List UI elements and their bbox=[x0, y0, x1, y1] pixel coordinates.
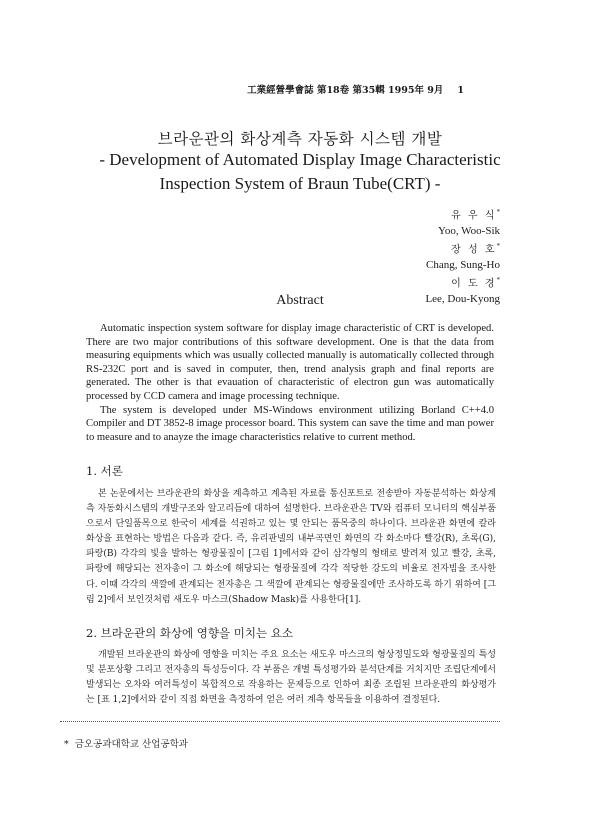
page-number: 1 bbox=[457, 85, 464, 96]
author-english-name: Lee, Dou-Kyong bbox=[425, 292, 500, 305]
footnote-divider bbox=[60, 721, 500, 722]
abstract-paragraph: The system is developed under MS-Windows environment utilizing Borland C++4.0 Compiler and DT 3852-8 image processor board. This system can save the time and man power to measure and to anayze the image characteristics relative to current method. bbox=[86, 404, 494, 443]
author-korean-name: 유 우 식* bbox=[451, 208, 500, 222]
running-header bbox=[0, 82, 464, 96]
title-english-line2: Inspection System of Braun Tube(CRT) - bbox=[159, 174, 441, 193]
body-paragraph: 본 논문에서는 브라운관의 화상을 계측하고 계측된 자료를 통신포트로 전송받아 자동분석하는 화상계측 자동화시스템의 개발구조와 알고리듬에 대하여 설명한다. 브라운관은 TV와 컴퓨터 모니터의 핵심부품으로서 단일품목으로 한국이 세계를 석권하고 있는 몇 안되는 품목중의 하나이다. 브라운관 화면에 칼라 화상을 표현하는 방법은 다음과 같다. 즉, 유리판넬의 내부곡면인 화면의 각 화소마다 빨강(R), 초록(G), 파랑(B) 각각의 빛을 발하는 형광물질이 [그림 1]에서와 같이 삼각형의 형태로 발려져 있고 빨강, 초록, 파랑에 해당되는 전자총이 그 화소에 해당되는 형광물질에 각각 적당한 강도의 비율로 전자빔을 조사한다. 이때 각각의 색깔에 관계되는 전자총은 그 색깔에 관계되는 형광물질에만 조사하도록 하기 위하여 [그림 2]에서 보인것처럼 새도우 마스크(Shadow Mask)를 사용한다[1]. bbox=[86, 489, 496, 605]
section-heading: 1. 서론 bbox=[86, 464, 123, 478]
footnote-text: 금오공과대학교 산업공학과 bbox=[74, 739, 188, 750]
footnote bbox=[64, 736, 188, 750]
footnote-mark: * bbox=[64, 739, 69, 750]
abstract-paragraph: Automatic inspection system software for display image characteristic of CRT is developed. There are two major contributions of this software development. One is that the data from measuring equipments which was usually collected manually is automatically collected through RS-232C port and is saved in computer, then, trend analysis graph and final reports are generated. The other is that evauation of characteristic of electron gun was automatically processed by CCD camera and image processing technique. bbox=[86, 323, 494, 402]
title-korean: 브라운관의 화상계측 자동화 시스템 개발 bbox=[157, 130, 443, 148]
section-heading: 2. 브라운관의 화상에 영향을 미치는 요소 bbox=[86, 626, 293, 640]
author-block bbox=[425, 205, 500, 307]
section-body bbox=[86, 648, 496, 708]
section-body bbox=[86, 487, 496, 608]
author-korean-name: 장 성 호* bbox=[451, 242, 500, 256]
abstract-body bbox=[86, 322, 494, 444]
author-korean-name: 이 도 경* bbox=[451, 276, 500, 290]
title-english-line1: - Development of Automated Display Image Characteristic bbox=[99, 150, 501, 169]
abstract-heading: Abstract bbox=[276, 293, 324, 308]
author-english-name: Yoo, Woo-Sik bbox=[438, 224, 500, 237]
body-paragraph: 개발된 브라운관의 화상에 영향을 미치는 주요 요소는 새도우 마스크의 형상정밀도와 형광물질의 특성 및 분포상황 그리고 전자총의 특성등이다. 각 부품은 개별 특성평가와 분석단계를 거치지만 조립단계에서 발생되는 오차와 여러특성이 복합적으로 작용하는 문제등으로 인하여 최종 조립된 브라운관의 화상평가는 [표 1,2]에서와 같이 직접 화면을 측정하여 얻은 여러 계측 항목들을 이용하여 결정된다. bbox=[86, 650, 496, 706]
journal-info: 工業經營學會誌 第18卷 第35輯 1995年 9月 bbox=[247, 85, 444, 96]
author-english-name: Chang, Sung-Ho bbox=[426, 258, 500, 271]
